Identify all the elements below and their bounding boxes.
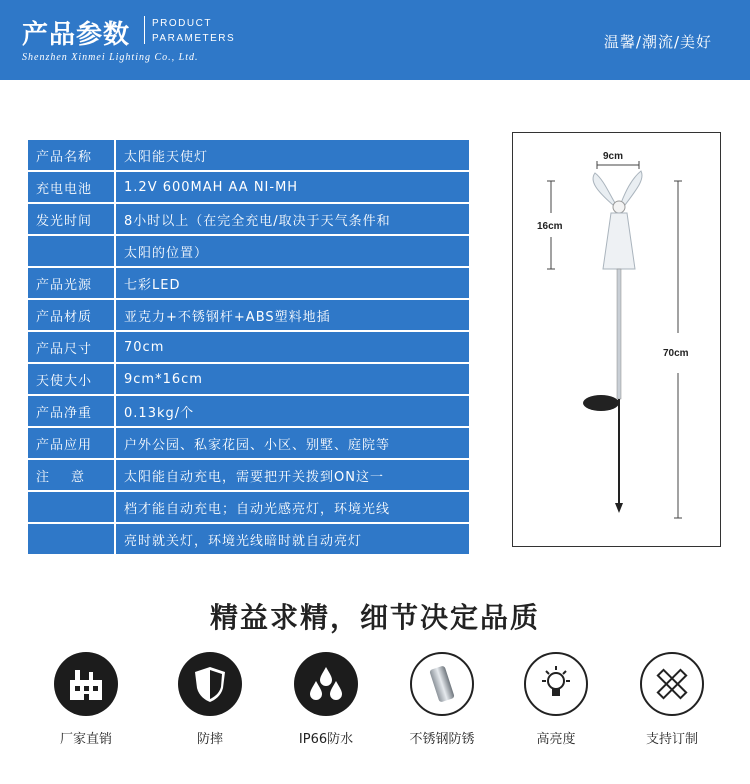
spec-value: 亮时就关灯，环境光线暗时就自动亮灯 <box>116 524 469 556</box>
angel-lamp-drawing <box>513 133 722 548</box>
spec-key-empty <box>28 492 116 524</box>
feature-label: IP66防水 <box>298 732 354 747</box>
table-row <box>28 524 469 556</box>
spec-value: 8小时以上（在完全充电/取决于天气条件和 <box>116 204 469 236</box>
feature-rustproof <box>402 652 482 747</box>
feature-label: 高亮度 <box>536 732 576 747</box>
table-row <box>28 172 469 204</box>
spec-value: 9cm*16cm <box>116 364 469 396</box>
spec-key: 天使大小 <box>28 364 116 396</box>
spec-value: 太阳能自动充电，需要把开关拨到ON这一 <box>116 460 469 492</box>
feature-customization <box>632 652 712 747</box>
lightbulb-icon <box>524 652 588 716</box>
feature-label: 不锈钢防锈 <box>409 732 475 747</box>
spec-key-empty <box>28 236 116 268</box>
spec-key: 产品名称 <box>28 140 116 172</box>
spec-key: 产品应用 <box>28 428 116 460</box>
feature-label: 支持订制 <box>645 732 698 747</box>
title-divider <box>144 16 145 44</box>
feature-factory-direct <box>46 652 126 747</box>
width-label: 9cm <box>603 151 624 162</box>
quality-tagline: 精益求精，细节决定品质 <box>209 601 540 634</box>
header-banner <box>0 0 750 80</box>
spec-key-empty <box>28 524 116 556</box>
spec-value: 七彩LED <box>116 268 469 300</box>
spec-value: 太阳能天使灯 <box>116 140 469 172</box>
feature-high-brightness <box>516 652 596 747</box>
spec-value: 太阳的位置） <box>116 236 469 268</box>
table-row <box>28 364 469 396</box>
spec-value: 亚克力+不锈钢杆+ABS塑料地插 <box>116 300 469 332</box>
spec-value: 档才能自动充电；自动光感亮灯，环境光线 <box>116 492 469 524</box>
spec-value: 户外公园、私家花园、小区、别墅、庭院等 <box>116 428 469 460</box>
spec-key: 注意 <box>28 460 116 492</box>
spec-key: 产品光源 <box>28 268 116 300</box>
steel-tube-icon <box>410 652 474 716</box>
feature-label: 厂家直销 <box>59 732 112 747</box>
spec-key: 产品材质 <box>28 300 116 332</box>
spec-key: 发光时间 <box>28 204 116 236</box>
table-row <box>28 204 469 236</box>
header-slogan: 温馨/潮流/美好 <box>603 33 712 51</box>
table-row <box>28 460 469 492</box>
feature-waterproof <box>286 652 366 747</box>
product-photo <box>512 132 721 547</box>
table-row <box>28 140 469 172</box>
table-row <box>28 396 469 428</box>
ruler-pencil-icon <box>640 652 704 716</box>
title-en-line2: PARAMETERS <box>152 33 236 44</box>
spec-key: 充电电池 <box>28 172 116 204</box>
spec-key: 产品尺寸 <box>28 332 116 364</box>
table-row <box>28 332 469 364</box>
company-name: Shenzhen Xinmei Lighting Co., Ltd. <box>22 52 199 63</box>
shield-icon <box>178 652 242 716</box>
table-row <box>28 236 469 268</box>
feature-drop-proof <box>170 652 250 747</box>
spec-table <box>28 140 469 556</box>
total-length-label: 70cm <box>663 348 689 359</box>
table-row <box>28 428 469 460</box>
factory-icon <box>54 652 118 716</box>
spec-value: 0.13kg/个 <box>116 396 469 428</box>
water-drops-icon <box>294 652 358 716</box>
title-en-line1: PRODUCT <box>152 18 212 29</box>
spec-value: 1.2V 600MAH AA NI-MH <box>116 172 469 204</box>
table-row <box>28 492 469 524</box>
page-title: 产品参数 <box>22 20 131 50</box>
spec-value: 70cm <box>116 332 469 364</box>
spec-key: 产品净重 <box>28 396 116 428</box>
feature-label: 防摔 <box>196 732 223 747</box>
table-row <box>28 300 469 332</box>
table-row <box>28 268 469 300</box>
height-label: 16cm <box>537 221 563 232</box>
